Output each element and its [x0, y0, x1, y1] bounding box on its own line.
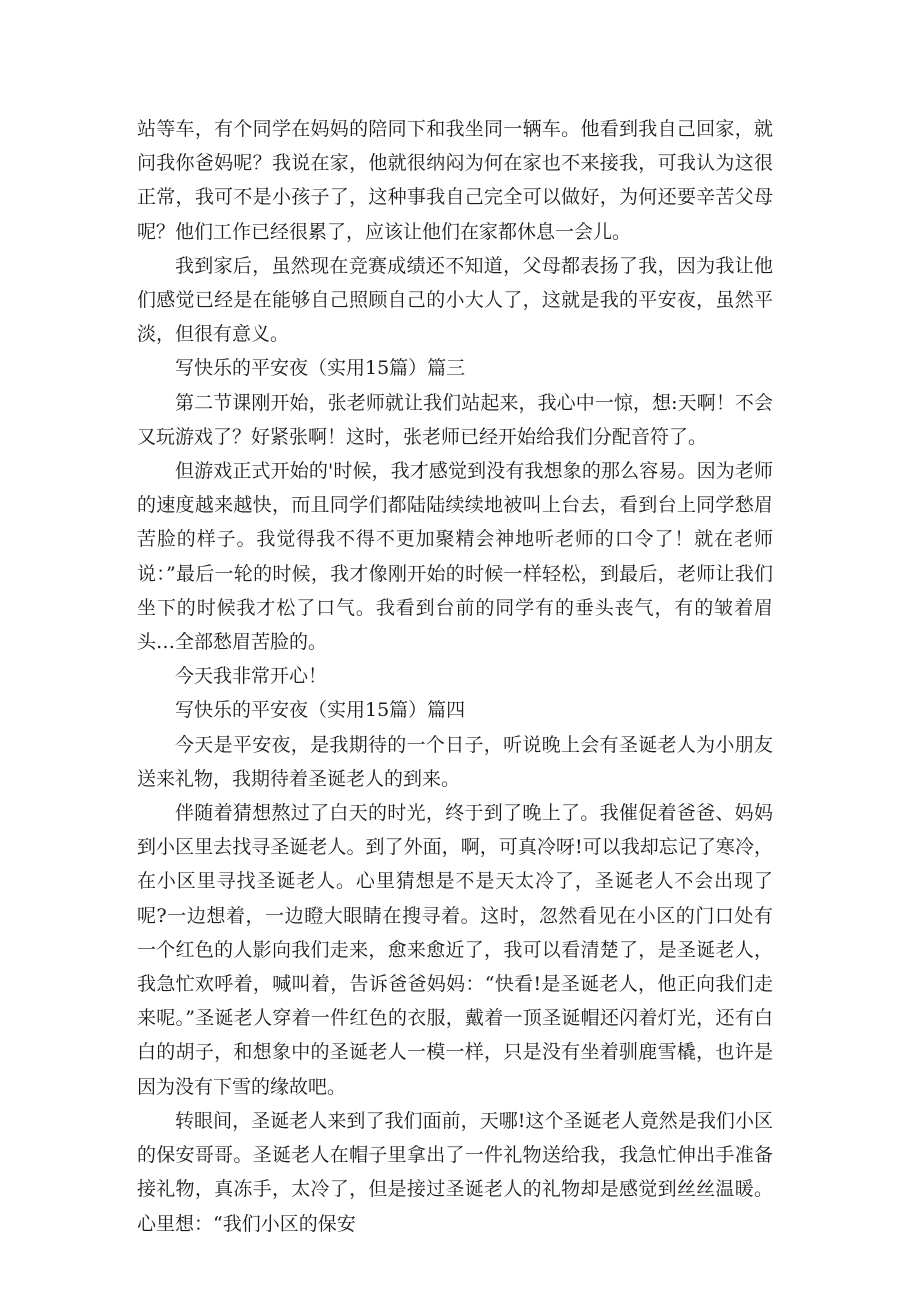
paragraph: 今天是平安夜，是我期待的一个日子，听说晚上会有圣诞老人为小朋友送来礼物，我期待着圣诞老人的到来。	[137, 733, 773, 790]
section-heading: 写快乐的平安夜（实用15篇）篇四	[175, 699, 466, 722]
paragraph: 伴随着猜想熬过了白天的时光，终于到了晚上了。我催促着爸爸、妈妈到小区里去找寻圣诞老人。到了外面，啊，可真冷呀!可以我却忘记了寒冷，在小区里寻找圣诞老人。心里猜想是不是天太冷了，圣诞老人不会出现了呢?一边想着，一边瞪大眼睛在搜寻着。这时，忽然看见在小区的门口处有一个红色的人影向我们走来，愈来愈近了，我可以看清楚了，是圣诞老人，我急忙欢呼着，喊叫着，告诉爸爸妈妈：“快看!是圣诞老人，他正向我们走来呢。”圣诞老人穿着一件红色的衣服，戴着一顶圣诞帽还闪着灯光，还有白白的胡子，和想象中的圣诞老人一模一样，只是没有坐着驯鹿雪橇，也许是因为没有下雪的缘故吧。	[137, 802, 773, 1098]
paragraph: 但游戏正式开始的'时候，我才感觉到没有我想象的那么容易。因为老师的速度越来越快，而且同学们都陆陆续续地被叫上台去，看到台上同学愁眉苦脸的样子。我觉得我不得不更加聚精会神地听老师的口令了！就在老师说：”最后一轮的时候，我才像刚开始的时候一样轻松，到最后，老师让我们坐下的时候我才松了口气。我看到台前的同学有的垂头丧气，有的皱着眉头…全部愁眉苦脸的。	[137, 460, 773, 654]
paragraph: 今天我非常开心！	[175, 665, 328, 688]
paragraph: 转眼间，圣诞老人来到了我们面前，天哪!这个圣诞老人竟然是我们小区的保安哥哥。圣诞老人在帽子里拿出了一件礼物送给我，我急忙伸出手准备接礼物，真冻手，太冷了，但是接过圣诞老人的礼物却是感觉到丝丝温暖。心里想：“我们小区的保安	[137, 1109, 773, 1235]
document-body	[137, 112, 773, 1241]
paragraph-continuation: 站等车，有个同学在妈妈的陪同下和我坐同一辆车。他看到我自己回家，就问我你爸妈呢？我说在家，他就很纳闷为何在家也不来接我，可我认为这很正常，我可不是小孩子了，这种事我自己完全可以做好，为何还要辛苦父母呢？他们工作已经很累了，应该让他们在家都休息一会儿。	[137, 118, 773, 243]
section-heading: 写快乐的平安夜（实用15篇）篇三	[175, 357, 466, 380]
paragraph: 第二节课刚开始，张老师就让我们站起来，我心中一惊，想:天啊！不会又玩游戏了？好紧张啊！这时，张老师已经开始给我们分配音符了。	[137, 391, 773, 448]
paragraph: 我到家后，虽然现在竞赛成绩还不知道，父母都表扬了我，因为我让他们感觉已经是在能够自己照顾自己的小大人了，这就是我的平安夜，虽然平淡，但很有意义。	[137, 254, 773, 346]
